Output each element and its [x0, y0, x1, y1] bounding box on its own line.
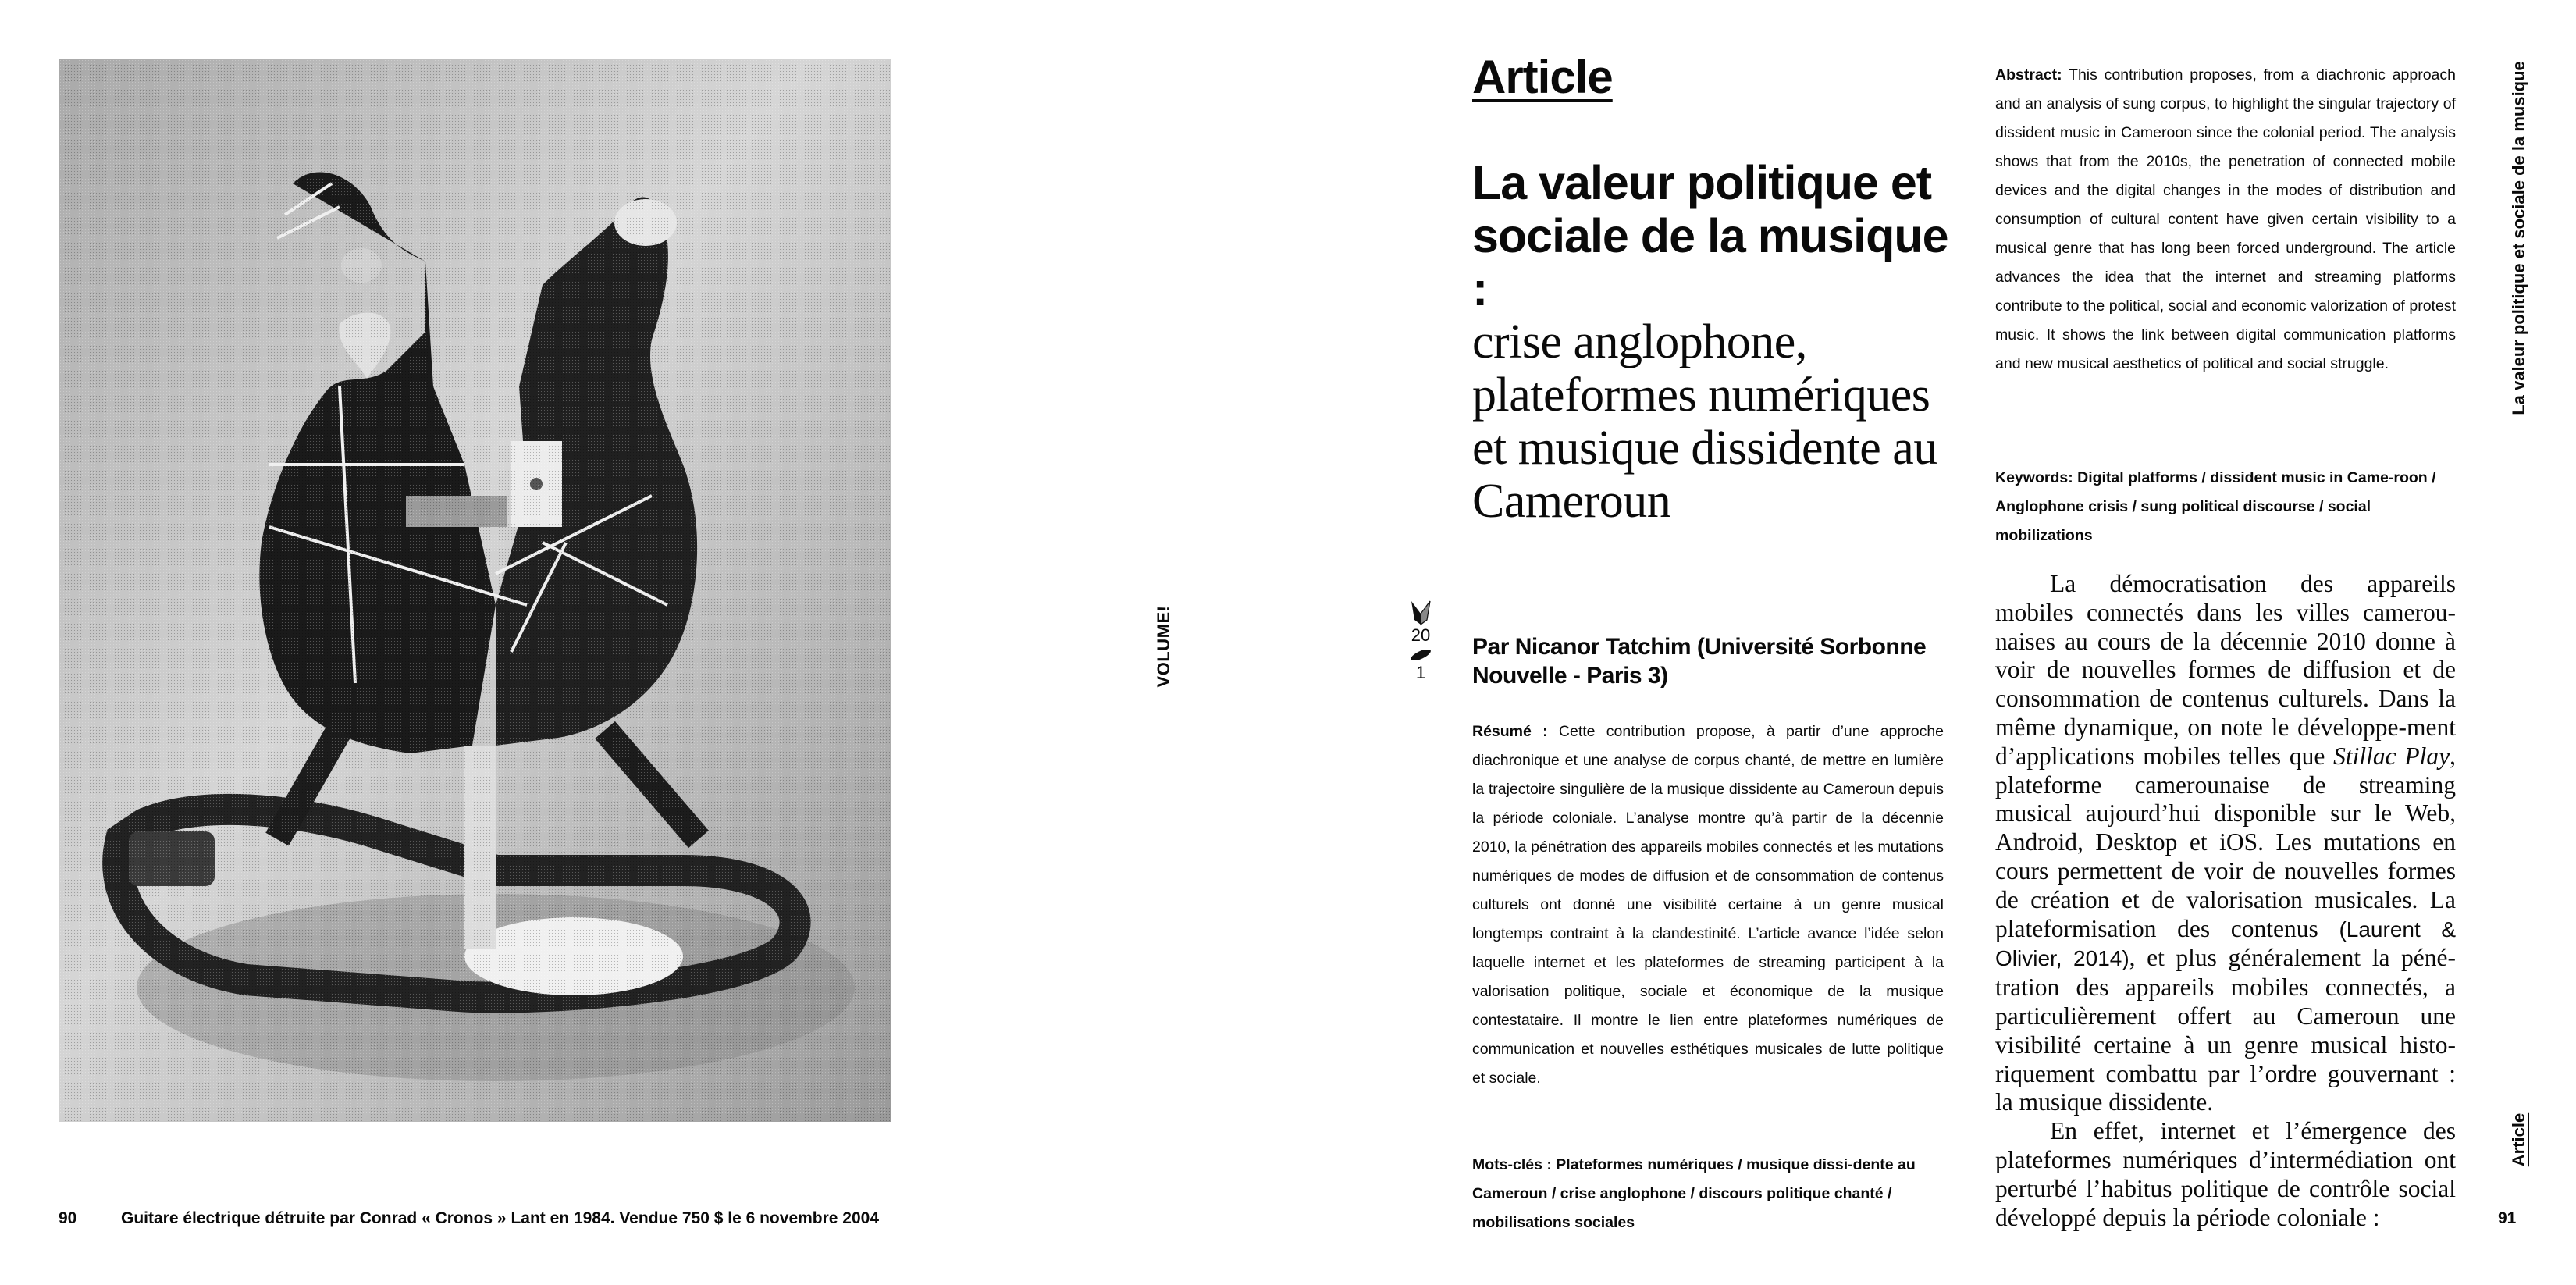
resume-fr: [1472, 717, 1944, 1093]
body-paragraph: En effet, internet et l’émergence des plateformes numériques d’intermédiation ont perturbé l’habitus politique de contrôle social développé depuis la période coloniale :: [1995, 1117, 2456, 1231]
issue-number: 1: [1415, 663, 1426, 682]
section-label: Article: [1472, 51, 1613, 103]
issue-volume-number: 20: [1411, 625, 1431, 645]
mots-cles: Mots-clés : Plateformes numériques / musique dissi-dente au Cameroun / crise anglophone / discours politique chanté / mobilisations sociales: [1472, 1156, 1916, 1231]
body-text-run: , et plus généralement la péné-tration des appareils mobiles connectés, a particulièrement offert au Cameroun une visibilité certaine à un genre musical histo-riquement combattu par l’ordre gouvernant : la musique dissidente.: [1995, 944, 2456, 1116]
running-section-text: Article: [2509, 1112, 2528, 1167]
ellipse-divider-icon: [1409, 650, 1432, 660]
article-title: [1472, 156, 1972, 528]
issue-mark: [1405, 600, 1436, 682]
resume-text: Cette contribution propose, à partir d’une approche diachronique et une analyse de corpus chanté, de mettre en lumière la trajectoire singulière de la musique dissidente au Cameroun depuis la période coloniale. L’analyse montre qu’à partir de la décennie 2010, la pénétration des appareils mobiles connectés et les mutations numériques de modes de diffusion et de consommation de contenus culturels ont donné une visibilité certaine à un genre musical longtemps contraint à la clandestinité. L’article avance l’idée selon laquelle internet et les plateformes de streaming participent à la valorisation politique, sociale et économique de la musique contestataire. Il montre le lien entre plateformes numériques de communication et nouvelles esthétiques musicales de lutte politique et sociale.: [1472, 723, 1944, 1087]
body-text-run: , plateforme camerounaise de streaming musical aujourd’hui disponible sur le Web, Android, Desktop et iOS. Les mutations en cours permettent de voir de nouvelles formes de création et de valorisation musicales. La plateformisation des contenus: [1995, 742, 2456, 942]
citation: (Laurent & Olivier, 2014): [1995, 917, 2457, 971]
running-head-text: La valeur politique et sociale de la musique: [2509, 61, 2528, 415]
journal-spine-label: [1151, 601, 1177, 691]
volume-logo-icon: [1410, 600, 1432, 626]
body-paragraph: [1995, 570, 2456, 1117]
abstract-en: [1995, 61, 2456, 379]
journal-name: VOLUME!: [1154, 605, 1173, 687]
app-name-italic: Stillac Play: [2333, 742, 2450, 770]
left-page-number: 90: [59, 1209, 77, 1227]
abstract-label: Abstract:: [1995, 66, 2062, 84]
running-head: [2506, 55, 2532, 422]
abstract-text: This contribution proposes, from a diachronic approach and an analysis of sung corpus, to highlight the singular trajectory of dissident music in Cameroon since the colonial period. The analysis shows that from the 2010s, the penetration of connected mobile devices and the digital changes in the modes of distribution and consumption of cultural content have given certain visibility to a musical genre that has long been forced underground. The article advances the idea that the internet and streaming platforms contribute to the political, social and economic valorization of protest music. It shows the link between digital communication platforms and new musical aesthetics of political and social struggle.: [1995, 66, 2456, 372]
article-subtitle: crise anglophone, plateformes numériques et musique dissidente au Cameroun: [1472, 315, 1937, 528]
body-text-run: La démocratisation des appareils mobiles connectés dans les villes camerou-naises au cours de la décennie 2010 donne à voir de nouvelles formes de diffusion et de consommation de contenus culturels. Dans la même dynamique, on note le développe-ment d’applications mobiles telles que: [1995, 570, 2456, 770]
left-page-footer: [59, 1209, 879, 1228]
author-byline: Par Nicanor Tatchim (Université Sorbonne Nouvelle - Paris 3): [1472, 634, 1927, 689]
right-page-number: 91: [2498, 1209, 2517, 1227]
resume-label: Résumé :: [1472, 723, 1548, 740]
photo-caption: Guitare électrique détruite par Conrad « Cronos » Lant en 1984. Vendue 750 $ le 6 novembre 2004: [121, 1209, 880, 1227]
keywords-en: Keywords: Digital platforms / dissident music in Came-roon / Anglophone crisis / sung political discourse / social mobilizations: [1995, 469, 2436, 544]
guitar-photo-illustration: [59, 59, 891, 1122]
running-section: [2506, 1109, 2532, 1171]
guitar-photo: [59, 59, 891, 1122]
article-title-main: La valeur politique et sociale de la musique :: [1472, 156, 1948, 315]
article-body: [1995, 570, 2456, 1232]
